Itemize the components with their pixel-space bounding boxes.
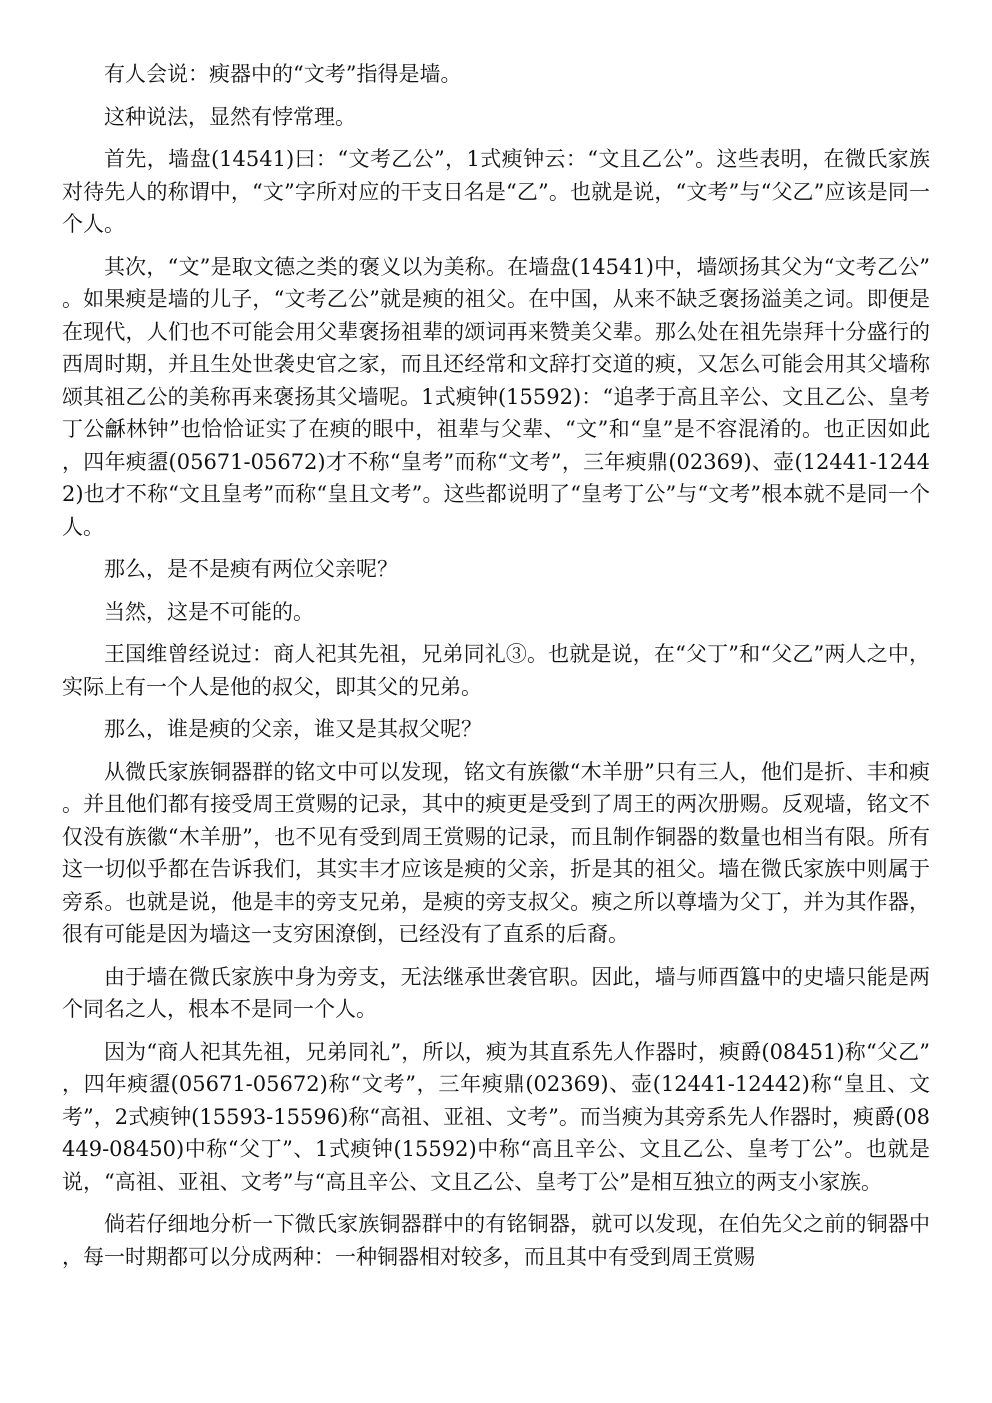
paragraph: 由于墙在微氏家族中身为旁支，无法继承世袭官职。因此，墙与师酉簋中的史墙只能是两个同名之人，根本不是同一个人。 xyxy=(62,964,930,1021)
paragraph: 首先，墙盘(14541)曰：“文考乙公”，1式瘐钟云：“文且乙公”。这些表明，在微氏家族对待先人的称谓中，“文”字所对应的干支日名是“乙”。也就是说，“文考”与“父乙”应该是同一个人。 xyxy=(62,147,930,236)
paragraph: 从微氏家族铜器群的铭文中可以发现，铭文有族徽“木羊册”只有三人，他们是折、丰和瘐。并且他们都有接受周王赏赐的记录，其中的瘐更是受到了周王的两次册赐。反观墙，铭文不仅没有族徽“木羊册”，也不见有受到周王赏赐的记录，而且制作铜器的数量也相当有限。所有这一切似乎都在告诉我们，其实丰才应该是瘐的父亲，折是其的祖父。墙在微氏家族中则属于旁系。也就是说，他是丰的旁支兄弟，是瘐的旁支叔父。瘐之所以尊墙为父丁，并为其作器，很有可能是因为墙这一支穷困潦倒，已经没有了直系的后裔。 xyxy=(62,759,930,946)
paragraph: 那么，谁是瘐的父亲，谁又是其叔父呢？ xyxy=(104,717,482,741)
paragraph: 王国维曾经说过：商人祀其先祖，兄弟同礼③。也就是说，在“父丁”和“父乙”两人之中，实际上有一个人是他的叔父，即其父的兄弟。 xyxy=(62,642,930,699)
paragraph: 倘若仔细地分析一下微氏家族铜器群中的有铭铜器，就可以发现，在伯先父之前的铜器中，每一时期都可以分成两种：一种铜器相对较多，而且其中有受到周王赏赐 xyxy=(62,1212,930,1269)
paragraph: 其次，“文”是取文德之类的褒义以为美称。在墙盘(14541)中，墙颂扬其父为“文考乙公”。如果瘐是墙的儿子，“文考乙公”就是瘐的祖父。在中国，从来不缺乏褒扬溢美之词。即便是在现代，人们也不可能会用父辈褒扬祖辈的颂词再来赞美父辈。那么处在祖先崇拜十分盛行的西周时期，并且生处世袭史官之家，而且还经常和文辞打交道的瘐，又怎么可能会用其父墙称颂其祖乙公的美称再来褒扬其父墙呢。1式瘐钟(15592)：“追孝于高且辛公、文且乙公、皇考丁公龢林钟”也恰恰证实了在瘐的眼中，祖辈与父辈、“文”和“皇”是不容混淆的。也正因如此，四年瘐盨(05671-05672)才不称“皇考”而称“文考”，三年瘐鼎(02369)、壶(12441-12442)也才不称“文且皇考”而称“皇且文考”。这些都说明了“皇考丁公”与“文考”根本就不是同一个人。 xyxy=(62,254,930,539)
paragraph: 有人会说：瘐器中的“文考”指得是墙。 xyxy=(104,62,462,86)
paragraph: 那么，是不是瘐有两位父亲呢？ xyxy=(104,557,398,581)
paragraph: 因为“商人祀其先祖，兄弟同礼”，所以，瘐为其直系先人作器时，瘐爵(08451)称“父乙”，四年瘐盨(05671-05672)称“文考”，三年瘐鼎(02369)、壶(12441-12442)称“皇且、文考”，2式瘐钟(15593-15596)称“高祖、亚祖、文考”。而当瘐为其旁系先人作器时，瘐爵(08449-08450)中称“父丁”、1式瘐钟(15592)中称“高且辛公、文且乙公、皇考丁公”。也就是说，“高祖、亚祖、文考”与“高且辛公、文且乙公、皇考丁公”是相互独立的两支小家族。 xyxy=(62,1039,930,1194)
paragraph: 当然，这是不可能的。 xyxy=(104,599,314,624)
paragraph: 这种说法，显然有悖常理。 xyxy=(104,104,356,129)
document-page xyxy=(62,58,930,1283)
